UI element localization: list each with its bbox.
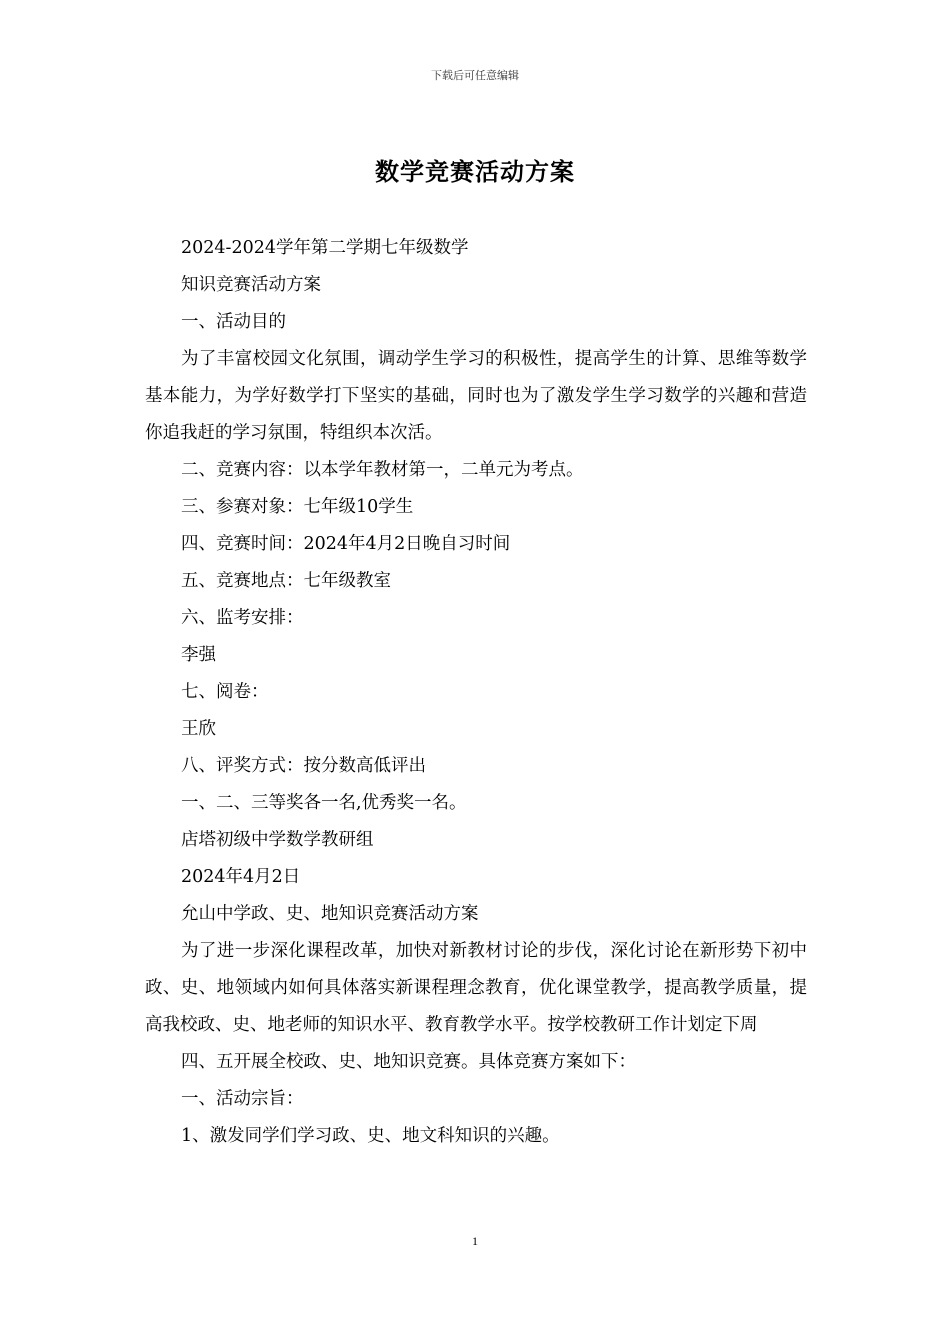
section-heading: 一、活动宗旨： (181, 1089, 304, 1109)
document-body (145, 230, 807, 1155)
section-heading: 六、监考安排： (181, 608, 304, 628)
paragraph: 2024-2024学年第二学期七年级数学 (181, 238, 469, 258)
paragraph: 为了进一步深化课程改革，加快对新教材讨论的步伐，深化讨论在新形势下初中政、史、地领域内如何具体落实新课程理念教育，优化课堂教学，提高教学质量，提高我校政、史、地老师的知识水平、教育教学水平。按学校教研工作计划定下周 (145, 941, 807, 1035)
paragraph: 二、竞赛内容：以本学年教材第一，二单元为考点。 (181, 460, 584, 480)
paragraph: 四、竞赛时间：2024年4月2日晚自习时间 (181, 534, 511, 554)
paragraph: 王欣 (181, 719, 216, 739)
document-title: 数学竞赛活动方案 (375, 158, 575, 186)
paragraph: 1、激发同学们学习政、史、地文科知识的兴趣。 (181, 1126, 560, 1146)
paragraph: 八、评奖方式：按分数高低评出 (181, 756, 426, 776)
paragraph: 四、五开展全校政、史、地知识竞赛。具体竞赛方案如下： (181, 1052, 636, 1072)
paragraph: 店塔初级中学数学教研组 (181, 830, 374, 850)
section-heading: 七、阅卷： (181, 682, 269, 702)
paragraph: 知识竞赛活动方案 (181, 275, 321, 295)
paragraph: 为了丰富校园文化氛围，调动学生学习的积极性，提高学生的计算、思维等数学基本能力，为学好数学打下坚实的基础，同时也为了激发学生学习数学的兴趣和营造你追我赶的学习氛围，特组织本次活。 (145, 349, 807, 443)
header-note: 下载后可任意编辑 (431, 69, 519, 82)
paragraph: 五、竞赛地点：七年级教室 (181, 571, 391, 591)
section-heading: 允山中学政、史、地知识竞赛活动方案 (181, 904, 479, 924)
paragraph: 李强 (181, 645, 216, 665)
page-number: 1 (472, 1234, 478, 1248)
section-heading: 一、活动目的 (181, 312, 286, 332)
paragraph: 2024年4月2日 (181, 867, 301, 887)
paragraph: 一、二、三等奖各一名,优秀奖一名。 (181, 793, 467, 813)
paragraph: 三、参赛对象：七年级10学生 (181, 497, 414, 517)
